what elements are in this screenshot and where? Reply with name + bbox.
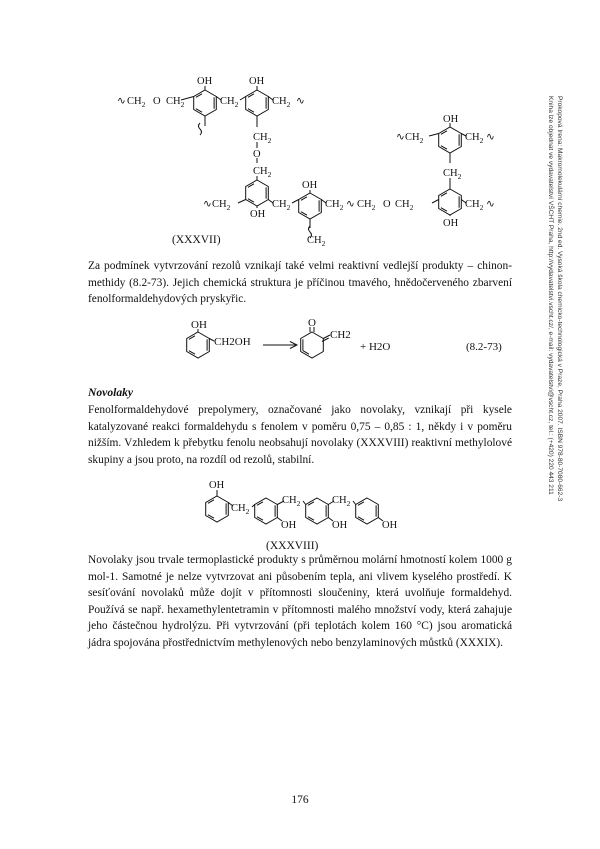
oh-label: OH [209,480,225,491]
ch2-label: $CH_2$ [443,168,462,181]
oh-label: OH [443,218,459,229]
ch2-label: $CH_2$ [395,199,414,212]
ch2-label: $CH_2$ [127,96,146,109]
structure-xxxvii [0,0,600,260]
paragraph-quinone-methides: Za podmínek vytvrzování rezolů vznikají také velmi reaktivní vedlejší produkty – chinon-methidy (8.2-73). Jejich chemická struktura je příčinou tmavého, hnědočerveného zbarvení fenolformaldehydových pryskyřic. [88,260,512,306]
oh-label: OH [250,209,266,220]
wavy-end: ∿ [346,199,355,210]
oh-label: OH [382,520,398,531]
side-note-line-1: Prokopová Irena: Makromolekulární chemie. 2nd ed. Vysoká škola chemicko-technologická v Praze, Praha 2007. ISBN 978-80-7080-662-3 [556,96,563,502]
ch2-label: $CH_2$ [332,495,351,508]
wavy-end: ∿ [486,199,495,210]
product-ch2: CH2 [330,329,351,341]
oh-label: OH [197,76,213,87]
side-note-line-2: Kniha lze objednat ve vydavatelství VŠCHT Praha, http://vydavatelstvi.vscht.cz/, e-mail: vydavatelstvi@vscht.cz, tel.: (+420) 220 443 211 [547,96,554,495]
ch2-label: $CH_2$ [253,132,272,145]
wavy-end: ∿ [396,132,405,143]
ch2-label: $CH_2$ [166,96,185,109]
wavy-end: ∿ [486,132,495,143]
ch2-label: $CH_2$ [465,199,484,212]
ch2-label: $CH_2$ [405,132,424,145]
wavy-end: ∿ [296,96,305,107]
ch2-label: $CH_2$ [357,199,376,212]
ch2-label: $CH_2$ [231,503,250,516]
reactant-ch2oh: CH2OH [214,336,251,348]
product-o: O [308,318,316,329]
ch2-label: $CH_2$ [325,199,344,212]
section-heading-novolaky: Novolaky [88,386,134,399]
oxygen-label: O [153,96,161,107]
ch2-label: $CH_2$ [307,235,326,248]
wavy-end: ∿ [117,96,126,107]
equation-number: (8.2-73) [466,341,502,353]
water: + H2O [360,341,391,353]
ch2-label: $CH_2$ [253,166,272,179]
ch2-label: $CH_2$ [272,96,291,109]
oh-label: OH [281,520,297,531]
oh-label: OH [332,520,348,531]
ch2-label: $CH_2$ [212,199,231,212]
ch2-label: $CH_2$ [465,132,484,145]
ch2-label: $CH_2$ [282,495,301,508]
page-number: 176 [291,794,309,806]
structure-label: (XXXVII) [172,234,221,246]
oh-label: OH [302,180,318,191]
oxygen-label: O [383,199,391,210]
structure-xxxviii [0,474,600,554]
wavy-end: ∿ [203,199,212,210]
ch2-label: $CH_2$ [272,199,291,212]
oh-label: OH [443,114,459,125]
reaction-8-2-73 [0,318,600,378]
paragraph-novolak-properties: Novolaky jsou trvale termoplastické produkty s průměrnou molární hmotností kolem 1000 g mol-1. Samotné je nelze vytvrzovat ani působením tepla, ani vlivem kyselého prostředí. K sesíťování novolaků může dojít v přítomnosti sloučeniny, která uvolňuje formaldehyd. Používá se např. hexamethylentetramin v přítomnosti malého množství vody, která zahajuje jeho částečnou hydrolýzu. Při vytvrzování (při teplotách kolem 160 °C) jsou aromatická jádra spojována přostřednictvím methylenových nebo benzylaminových můstků (XXXIX). [88,554,512,649]
paragraph-novolaky: Fenolformaldehydové prepolymery, označované jako novolaky, vznikají při kysele katalyzované reakci formaldehydu s fenolem v poměru 0,75 – 0,85 : 1, někdy i v poměru nižším. Vzhledem k přebytku fenolu neobsahují novolaky (XXXVIII) reaktivní methylolové skupiny a jsou proto, na rozdíl od rezolů, stabilní. [88,404,512,466]
oxygen-label: O [253,149,261,160]
reactant-oh: OH [191,319,207,331]
oh-label: OH [249,76,265,87]
ch2-label: $CH_2$ [220,96,239,109]
structure-label: (XXXVIII) [266,540,319,552]
